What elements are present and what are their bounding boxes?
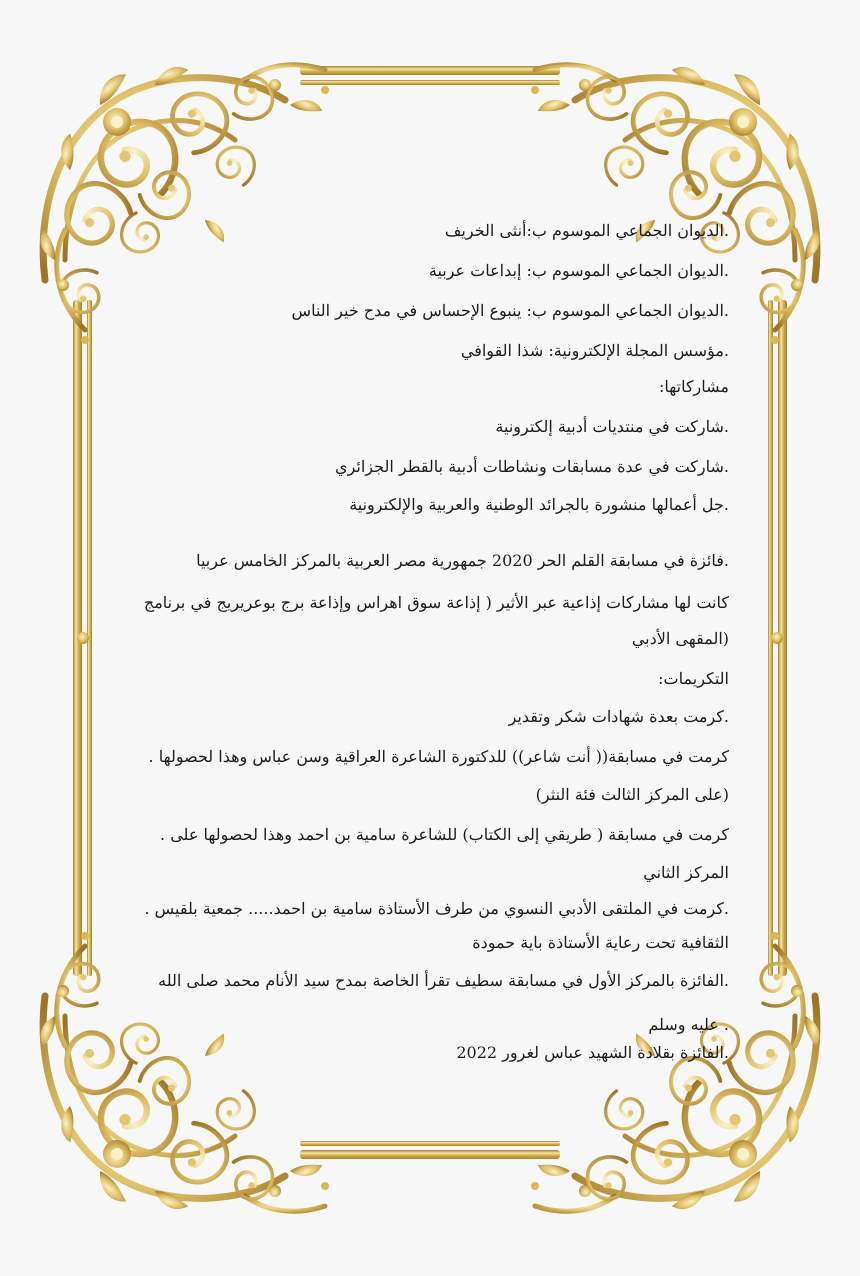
text-line-14: كرمت في مسابقة(( أنت شاعر)) للدكتورة الشاعرة العراقية وسن عباس وهذا لحصولها . xyxy=(148,747,729,766)
text-line-22: .الفائزة بقلادة الشهيد عباس لغرور 2022 xyxy=(456,1043,729,1062)
text-line-11: (المقهى الأدبي xyxy=(631,629,729,648)
side-accent-right xyxy=(771,632,783,644)
text-line-1: .الديوان الجماعي الموسوم ب:أنثى الخريف xyxy=(444,221,729,240)
section-heading-honors: التكريمات: xyxy=(658,669,729,688)
text-line-6: .شاركت في منتديات أدبية إلكترونية xyxy=(495,417,729,436)
text-line-8: .جل أعمالها منشورة بالجرائد الوطنية والعربية والإلكترونية xyxy=(349,495,729,514)
text-line-4: .مؤسس المجلة الإلكترونية: شذا القوافي xyxy=(460,341,729,360)
text-line-16: كرمت في مسابقة ( طريقي إلى الكتاب) للشاعرة سامية بن احمد وهذا لحصولها على . xyxy=(160,825,729,844)
section-heading-participations: مشاركاتها: xyxy=(658,377,729,396)
text-line-19: الثقافية تحت رعاية الأستاذة باية حمودة xyxy=(472,933,729,952)
text-line-21: . عليه وسلم xyxy=(648,1015,729,1034)
text-line-13: .كرمت بعدة شهادات شكر وتقدير xyxy=(508,707,729,726)
corner-ornament-top-left xyxy=(39,64,329,344)
border-top xyxy=(300,66,560,85)
text-line-10: كانت لها مشاركات إذاعية عبر الأثير ( إذاعة سوق اهراس وإذاعة برج بوعريريج في برنامج xyxy=(143,593,729,612)
text-line-18: .كرمت في الملتقى الأدبي النسوي من طرف الأستاذة سامية بن احمد..... جمعية بلقيس . xyxy=(144,899,729,918)
text-line-2: .الديوان الجماعي الموسوم ب: إبداعات عربية xyxy=(428,261,729,280)
text-line-17: المركز الثاني xyxy=(643,863,729,882)
text-line-7: .شاركت في عدة مسابقات ونشاطات أدبية بالقطر الجزائري xyxy=(335,457,729,476)
text-line-15: (على المركز الثالث فئة النثر) xyxy=(535,785,729,804)
border-bottom xyxy=(300,1141,560,1159)
text-line-3: .الديوان الجماعي الموسوم ب: ينبوع الإحساس في مدح خير الناس xyxy=(291,301,729,320)
text-line-20: .الفائزة بالمركز الأول في مسابقة سطيف تقرأ الخاصة بمدح سيد الأنام محمد صلى الله xyxy=(158,971,729,990)
text-line-9: .فائزة في مسابقة القلم الحر 2020 جمهورية مصر العربية بالمركز الخامس عربيا xyxy=(196,551,729,570)
side-accent-left xyxy=(77,632,89,644)
